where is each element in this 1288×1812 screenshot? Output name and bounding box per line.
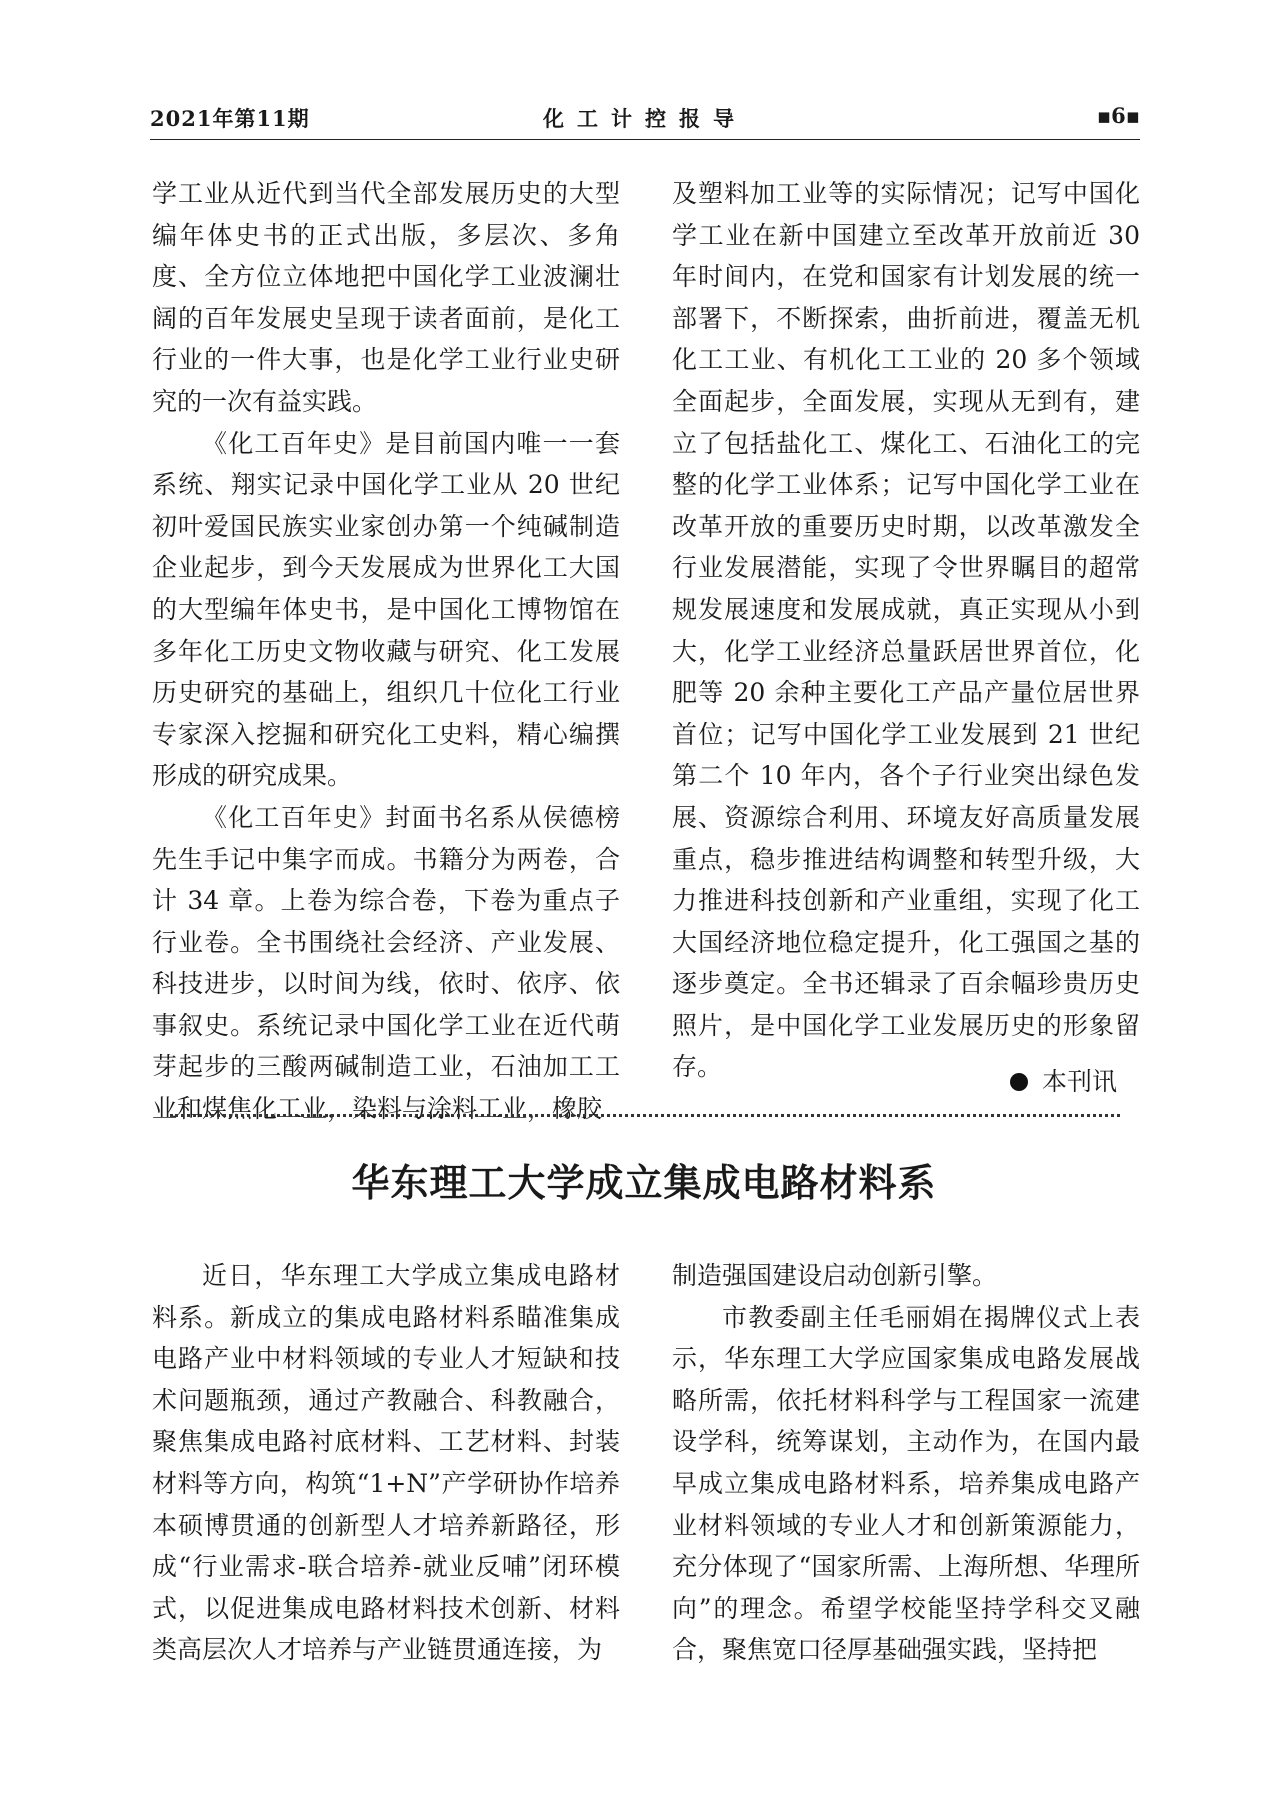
article2-column-right	[672, 1255, 1140, 1671]
bullet-dot-icon	[1010, 1073, 1028, 1091]
article2-paragraph: 近日，华东理工大学成立集成电路材料系。新成立的集成电路材料系瞄准集成电路产业中材料领域的专业人才短缺和技术问题瓶颈，通过产教融合、科教融合，聚焦集成电路衬底材料、工艺材料、封装材料等方向，构筑“1+N”产学研协作培养本硕博贯通的创新型人才培养新路径，形成“行业需求-联合培养-就业反哺”闭环模式，以促进集成电路材料技术创新、材料类高层次人才培养与产业链贯通连接，为	[152, 1261, 620, 1665]
byline	[1010, 1062, 1117, 1098]
article2-title: 华东理工大学成立集成电路材料系	[351, 1160, 937, 1205]
byline-text: 本刊讯	[1042, 1067, 1118, 1096]
article2-paragraph: 市教委副主任毛丽娟在揭牌仪式上表示，华东理工大学应国家集成电路发展战略所需，依托材料科学与工程国家一流建设学科，统筹谋划，主动作为，在国内最早成立集成电路材料系，培养集成电路产业材料领域的专业人才和创新策源能力，充分体现了“国家所需、上海所想、华理所向”的理念。希望学校能坚持学科交叉融合，聚焦宽口径厚基础强实践，坚持把	[672, 1302, 1140, 1665]
issue-label: 2021年第11期	[150, 106, 310, 131]
article1-paragraph: 及塑料加工业等的实际情况；记写中国化学工业在新中国建立至改革开放前近 30 年时间内，在党和国家有计划发展的统一部署下，不断探索，曲折前进，覆盖无机化工工业、有机化工工业的 20 多个领域全面起步，全面发展，实现从无到有，建立了包括盐化工、煤化工、石油化工的完整的化学工业体系；记写中国化学工业在改革开放的重要历史时期，以改革激发全行业发展潜能，实现了令世界瞩目的超常规发展速度和发展成就，真正实现从小到大，化学工业经济总量跃居世界首位，化肥等 20 余种主要化工产品产量位居世界首位；记写中国化学工业发展到 21 世纪第二个 10 年内，各个子行业突出绿色发展、资源综合利用、环境友好高质量发展重点，稳步推进结构调整和转型升级，大力推进科技创新和产业重组，实现了化工大国经济地位稳定提升，化工强国之基的逐步奠定。全书还辑录了百余幅珍贵历史照片，是中国化学工业发展历史的形象留存。	[672, 179, 1140, 1082]
dotted-separator	[170, 1114, 1120, 1117]
article1-column-right	[672, 173, 1140, 1088]
journal-name: 化工计控报导	[543, 106, 747, 131]
article2-column-left	[152, 1255, 620, 1671]
article1-paragraph: 《化工百年史》封面书名系从侯德榜先生手记中集字而成。书籍分为两卷，合计 34 章。上卷为综合卷，下卷为重点子行业卷。全书围绕社会经济、产业发展、科技进步，以时间为线，依时、依序、依事叙史。系统记录中国化学工业在近代萌芽起步的三酸两碱制造工业，石油加工工业和煤焦化工业，染料与涂料工业，橡胶	[152, 802, 620, 1124]
page-number: ▪6▪	[1096, 103, 1140, 128]
article2-paragraph: 制造强国建设启动创新引擎。	[672, 1261, 998, 1290]
article1-paragraph: 学工业从近代到当代全部发展历史的大型编年体史书的正式出版，多层次、多角度、全方位立体地把中国化学工业波澜壮阔的百年发展史呈现于读者面前，是化工行业的一件大事，也是化学工业行业史研究的一次有益实践。	[152, 179, 620, 416]
page-header	[150, 103, 1140, 140]
article1-paragraph: 《化工百年史》是目前国内唯一一套系统、翔实记录中国化学工业从 20 世纪初叶爱国民族实业家创办第一个纯碱制造企业起步，到今天发展成为世界化工大国的大型编年体史书，是中国化工博物馆在多年化工历史文物收藏与研究、化工发展历史研究的基础上，组织几十位化工行业专家深入挖掘和研究化工史料，精心编撰形成的研究成果。	[152, 428, 620, 791]
article1-column-left	[152, 173, 620, 1130]
